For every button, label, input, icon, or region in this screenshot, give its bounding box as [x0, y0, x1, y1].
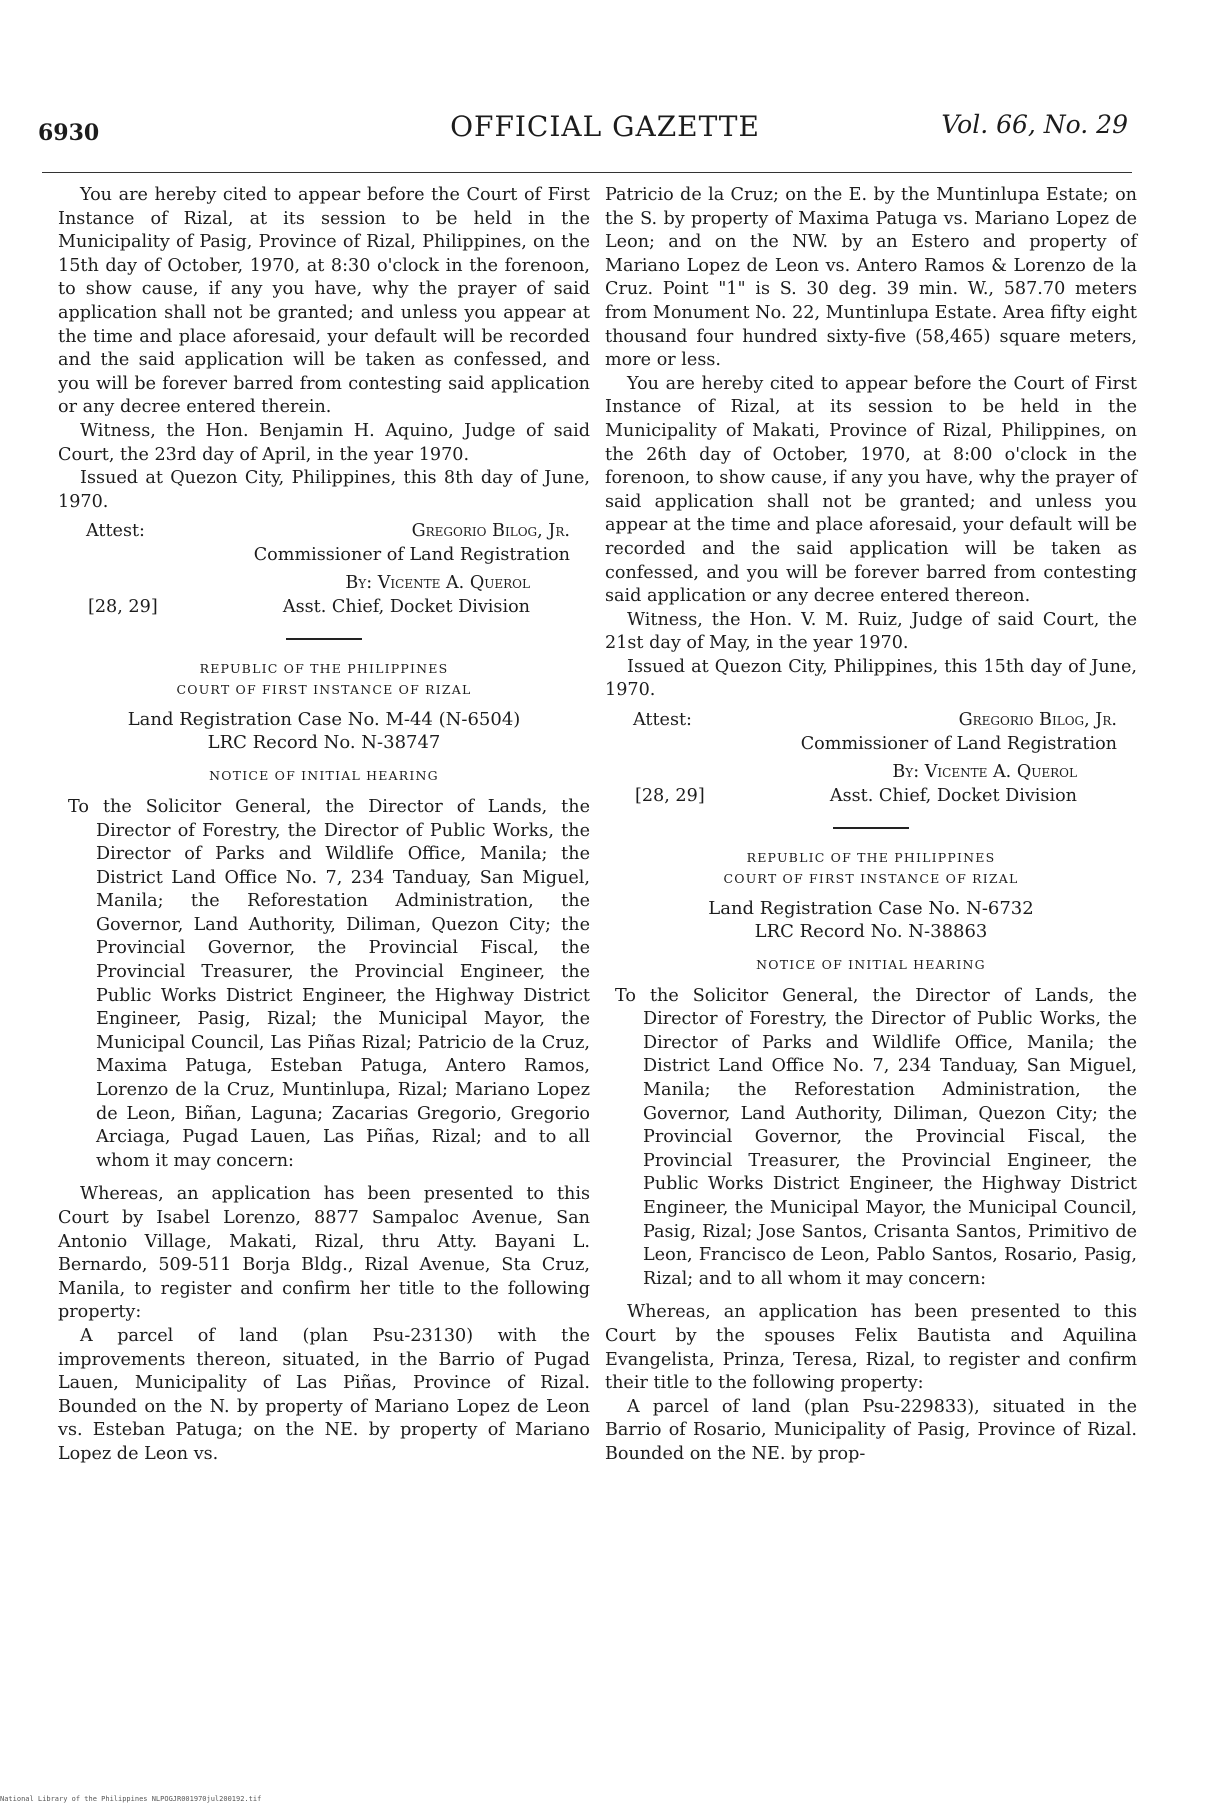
parcel-paragraph: A parcel of land (plan Psu-23130) with the improvements thereon, situated, in the Barrio of Pugad Lauen, Municipality of Las Piñas, Province of Rizal. Bounded on the N. by property of Mariano Lopez de Leon vs. Esteban Patuga; on the NE. by property of Mariano Lopez de Leon vs. [58, 1325, 590, 1464]
by-line: By: Vicente A. Querol [345, 573, 530, 594]
record-number: LRC Record No. N-38863 [754, 921, 988, 943]
attestation-block [605, 709, 1137, 805]
witness-paragraph: Witness, the Hon. V. M. Ruiz, Judge of said Court, the 21st day of May, in the year 1970. [605, 609, 1137, 654]
attest-label: Attest: [633, 710, 692, 731]
section-divider [286, 638, 362, 640]
court-heading: COURT OF FIRST INSTANCE OF RIZAL [176, 682, 472, 698]
notice-heading: NOTICE OF INITIAL HEARING [209, 768, 439, 784]
addressees-paragraph: To the Solicitor General, the Director of Lands, the Director of Forestry, the Director of Public Works, the Director of Parks and Wildlife Office, Manila; the District Land Office No. 7, 234 Tanduay, San Miguel, Manila; the Reforestation Administration, the Governor, Land Authority, Diliman, Quezon City; the Provincial Governor, the Provincial Fiscal, the Provincial Treasurer, the Provincial Engineer, the Public Works District Engineer, the Highway District Engineer, the Municipal Mayor, the Municipal Council, Pasig, Rizal; Jose Santos, Crisanta Santos, Primitivo de Leon, Francisco de Leon, Pablo Santos, Rosario, Pasig, Rizal; and to all whom it may concern: [615, 985, 1137, 1289]
page-header [0, 110, 1210, 150]
republic-heading: REPUBLIC OF THE PHILIPPINES [199, 661, 449, 677]
attest-label: Attest: [86, 521, 145, 542]
by-title: Asst. Chief, Docket Division [282, 597, 530, 618]
issued-paragraph: Issued at Quezon City, Philippines, this 15th day of June, 1970. [605, 656, 1137, 701]
issued-paragraph: Issued at Quezon City, Philippines, this 8th day of June, 1970. [58, 468, 590, 512]
citation-paragraph: You are hereby cited to appear before the Court of First Instance of Rizal, at its session to be held in the Municipality of Makati, Province of Rizal, Philippines, on the 26th day of October, 1970, at 8:00 o'clock in the forenoon, to show cause, if any you have, why the prayer of said application shall not be granted; and unless you appear at the time and place aforesaid, your default will be recorded and the said application will be taken as confessed, and you will be forever barred from contesting said application or any decree entered thereon. [605, 373, 1137, 607]
parcel-paragraph: A parcel of land (plan Psu-229833), situated in the Barrio of Rosario, Municipality of Pasig, Province of Rizal. Bounded on the NE. by prop- [605, 1396, 1137, 1464]
signatory-title: Commissioner of Land Registration [253, 545, 570, 566]
scan-footer: National Library of the Philippines NLPOGJR001970jul200192.tif [0, 1795, 262, 1803]
republic-heading: REPUBLIC OF THE PHILIPPINES [746, 850, 996, 866]
record-number: LRC Record No. N-38747 [207, 732, 441, 754]
issue-reference: [28, 29] [635, 786, 705, 807]
left-column [58, 184, 590, 1467]
signatory-name: Gregorio Bilog, Jr. [411, 521, 570, 542]
issue-reference: [28, 29] [88, 597, 158, 618]
citation-paragraph: You are hereby cited to appear before the Court of First Instance of Rizal, at its session to be held in the Municipality of Pasig, Province of Rizal, Philippines, on the 15th day of October, 1970, at 8:30 o'clock in the forenoon, to show cause, if any you have, why the prayer of said application shall not be granted; and unless you appear at the time and place aforesaid, your default will be recorded and the said application will be taken as confessed, and you will be forever barred from contesting said application or any decree entered therein. [58, 185, 590, 418]
by-title: Asst. Chief, Docket Division [829, 786, 1077, 807]
volume-number: Vol. 66, No. 29 [941, 110, 1128, 139]
whereas-paragraph: Whereas, an application has been presented to this Court by the spouses Felix Bautista and Aquilina Evangelista, Prinza, Teresa, Rizal, to register and confirm their title to the following property: [605, 1302, 1137, 1394]
by-line: By: Vicente A. Querol [892, 762, 1077, 783]
addressees-paragraph: To the Solicitor General, the Director of Lands, the Director of Forestry, the Director of Public Works, the Director of Parks and Wildlife Office, Manila; the District Land Office No. 7, 234 Tanduay, San Miguel, Manila; the Reforestation Administration, the Governor, Land Authority, Diliman, Quezon City; the Provincial Governor, the Provincial Fiscal, the Provincial Treasurer, the Provincial Engineer, the Public Works District Engineer, the Highway District Engineer, Pasig, Rizal; the Municipal Mayor, the Municipal Council, Las Piñas Rizal; Patricio de la Cruz, Maxima Patuga, Esteban Patuga, Antero Ramos, Lorenzo de la Cruz, Muntinlupa, Rizal; Mariano Lopez de Leon, Biñan, Laguna; Zacarias Gregorio, Gregorio Arciaga, Pugad Lauen, Las Piñas, Rizal; and to all whom it may concern: [68, 796, 590, 1171]
attestation-block [58, 520, 590, 616]
signatory-title: Commissioner of Land Registration [800, 734, 1117, 755]
case-number: Land Registration Case No. N-6732 [708, 898, 1034, 920]
right-column [605, 184, 1137, 1467]
parcel-continuation: Patricio de la Cruz; on the E. by the Muntinlupa Estate; on the S. by property of Maxima Patuga vs. Mariano Lopez de Leon; and on the NW. by an Estero and property of Mariano Lopez de Leon vs. Antero Ramos & Lorenzo de la Cruz. Point "1" is S. 30 deg. 39 min. W., 587.70 meters from Monument No. 22, Muntinlupa Estate. Area fifty eight thousand four hundred sixty-five (58,465) square meters, more or less. [605, 185, 1137, 371]
header-rule [42, 172, 1132, 173]
page-number: 6930 [38, 120, 100, 146]
whereas-paragraph: Whereas, an application has been presented to this Court by Isabel Lorenzo, 8877 Sampaloc Avenue, San Antonio Village, Makati, Rizal, thru Atty. Bayani L. Bernardo, 509-511 Borja Bldg., Rizal Avenue, Sta Cruz, Manila, to register and confirm her title to the following property: [58, 1184, 590, 1323]
signatory-name: Gregorio Bilog, Jr. [958, 710, 1117, 731]
section-divider [833, 827, 909, 829]
notice-heading: NOTICE OF INITIAL HEARING [756, 957, 986, 973]
court-heading: COURT OF FIRST INSTANCE OF RIZAL [723, 871, 1019, 887]
publication-title: OFFICIAL GAZETTE [450, 110, 760, 143]
case-number: Land Registration Case No. M-44 (N-6504) [127, 709, 521, 731]
witness-paragraph: Witness, the Hon. Benjamin H. Aquino, Judge of said Court, the 23rd day of April, in the year 1970. [58, 420, 590, 465]
